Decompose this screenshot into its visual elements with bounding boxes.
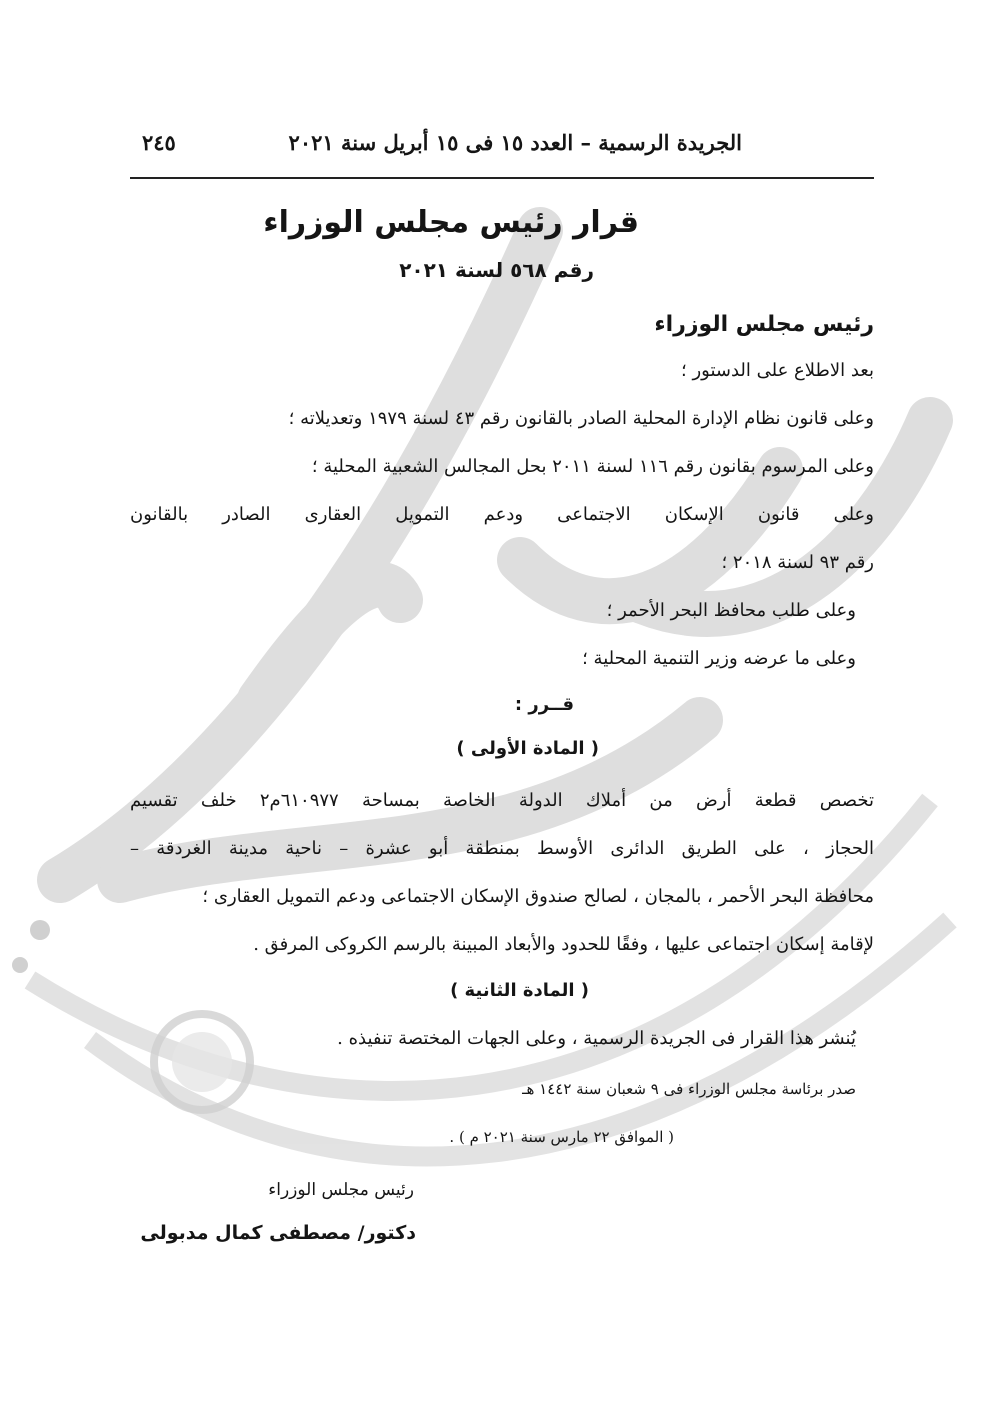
article-1-line: محافظة البحر الأحمر ، بالمجان ، لصالح صندوق الإسكان الاجتماعى ودعم التمويل العقارى ؛ <box>202 886 874 907</box>
preamble-line: وعلى قانون الإسكان الاجتماعى ودعم التمويل العقارى الصادر بالقانون <box>130 504 874 525</box>
header-title: الجريدة الرسمية – العدد ١٥ فى ١٥ أبريل سنة ٢٠٢١ <box>288 130 742 155</box>
page-number: ٢٤٥ <box>142 130 176 155</box>
signatory-title: رئيس مجلس الوزراء <box>268 1180 414 1200</box>
issued-line: صدر برئاسة مجلس الوزراء فى ٩ شعبان سنة ١٤٤٢ هـ <box>522 1080 856 1098</box>
signatory-name: دكتور/ مصطفى كمال مدبولى <box>140 1222 416 1244</box>
preamble-line: بعد الاطلاع على الدستور ؛ <box>681 360 874 381</box>
decided-heading: قــرر : <box>514 694 574 715</box>
article-1-heading: ( المادة الأولى ) <box>456 738 599 759</box>
article-2-heading: ( المادة الثانية ) <box>450 980 589 1001</box>
article-1-line: لإقامة إسكان اجتماعى عليها ، وفقًا للحدود والأبعاد المبينة بالرسم الكروكى المرفق . <box>253 934 874 955</box>
header-divider <box>130 177 874 179</box>
preamble-line: وعلى قانون نظام الإدارة المحلية الصادر بالقانون رقم ٤٣ لسنة ١٩٧٩ وتعديلاته ؛ <box>288 408 874 429</box>
issued-gregorian: ( الموافق ٢٢ مارس سنة ٢٠٢١ م ) . <box>449 1128 674 1146</box>
preamble-line: وعلى طلب محافظ البحر الأحمر ؛ <box>606 600 856 621</box>
article-1-line: الحجاز ، على الطريق الدائرى الأوسط بمنطقة أبو عشرة – ناحية مدينة الغردقة – <box>130 838 874 859</box>
preamble-line: وعلى ما عرضه وزير التنمية المحلية ؛ <box>582 648 856 669</box>
article-2-text: يُنشر هذا القرار فى الجريدة الرسمية ، وعلى الجهات المختصة تنفيذه . <box>337 1028 856 1049</box>
preamble-line: رقم ٩٣ لسنة ٢٠١٨ ؛ <box>721 552 874 573</box>
decision-title: قرار رئيس مجلس الوزراء <box>263 205 639 240</box>
decision-number: رقم ٥٦٨ لسنة ٢٠٢١ <box>399 258 594 282</box>
preamble-line: وعلى المرسوم بقانون رقم ١١٦ لسنة ٢٠١١ بحل المجالس الشعبية المحلية ؛ <box>311 456 874 477</box>
issuer-heading: رئيس مجلس الوزراء <box>654 312 874 337</box>
article-1-line: تخصص قطعة أرض من أملاك الدولة الخاصة بمساحة ٦١٠٩٧٧م٢ خلف تقسيم <box>130 790 874 811</box>
